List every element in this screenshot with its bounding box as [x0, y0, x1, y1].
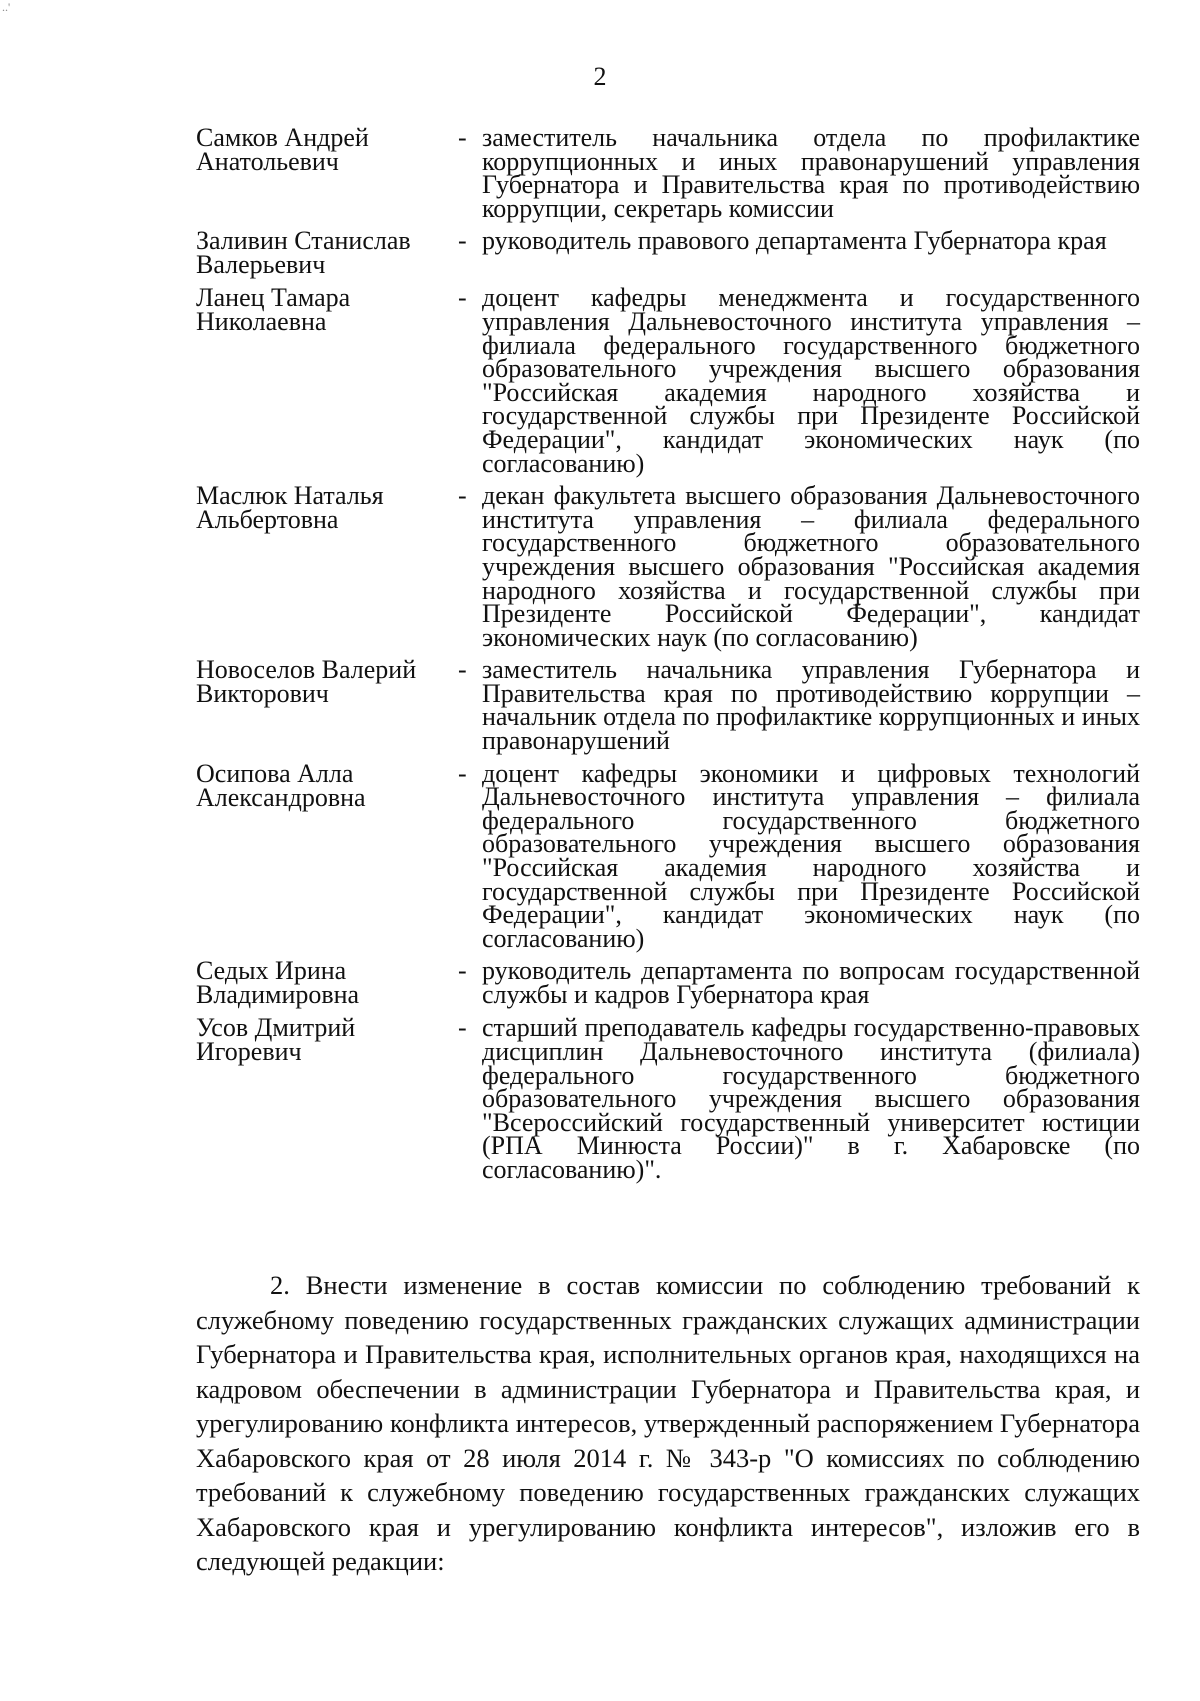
member-role: заместитель начальника управления Губернатора и Правительства края по противодействию коррупции – начальник отдела по профилактике коррупционных и иных правонарушений	[482, 655, 1140, 756]
member-name-line1: Седых Ирина	[196, 956, 347, 986]
member-name	[196, 481, 458, 535]
member-role: декан факультета высшего образования Дальневосточного института управления – филиала федерального государственного бюджетного образовательного учреждения высшего образования "Российская академия народного хозяйства и государственной службы при Президенте Российской Федерации", кандидат экономических наук (по согласованию)	[482, 481, 1140, 652]
dash-separator: -	[458, 283, 467, 313]
member-entry	[196, 1013, 1140, 1184]
member-name-line1: Осипова Алла	[196, 758, 354, 788]
member-name-line1: Маслюк Наталья	[196, 481, 384, 511]
member-role: руководитель правового департамента Губернатора края	[482, 226, 1107, 256]
member-name	[196, 758, 458, 812]
dash-separator: -	[458, 956, 467, 986]
member-name-line1: Новоселов Валерий	[196, 655, 417, 685]
member-name-line1: Заливин Станислав	[196, 226, 411, 256]
member-name	[196, 123, 458, 176]
member-name	[196, 283, 458, 337]
member-entry	[196, 655, 1140, 756]
member-entry	[196, 123, 1140, 223]
member-name-line2: Анатольевич	[196, 147, 339, 176]
dash-separator: -	[458, 1013, 467, 1043]
member-entry	[196, 481, 1140, 652]
member-entry	[196, 758, 1140, 953]
member-role: старший преподаватель кафедры государственно-правовых дисциплин Дальневосточного института (филиала) федерального государственного бюджетного образовательного учреждения высшего образования "Всероссийский государственный университет юстиции (РПА Минюста России)" в г. Хабаровске (по согласованию)".	[482, 1013, 1140, 1184]
member-name-line2: Николаевна	[196, 307, 327, 337]
member-name-line2: Александровна	[196, 782, 366, 812]
member-role: заместитель начальника отдела по профилактике коррупционных и иных правонарушений управления Губернатора и Правительства края по противодействию коррупции, секретарь комиссии	[482, 123, 1140, 223]
member-name-line1: Усов Дмитрий	[196, 1013, 356, 1043]
dash-separator: -	[458, 758, 467, 788]
member-name-line2: Валерьевич	[196, 250, 326, 280]
member-role: доцент кафедры экономики и цифровых технологий Дальневосточного института управления – филиала федерального государственного бюджетного образовательного учреждения высшего образования "Российская академия народного хозяйства и государственной службы при Президенте Российской Федерации", кандидат экономических наук (по согласованию)	[482, 758, 1140, 953]
paragraph-2: 2. Внести изменение в состав комиссии по соблюдению требований к служебному поведению государственных гражданских служащих администрации Губернатора и Правительства края, исполнительных органов края, находящихся на кадровом обеспечении в администрации Губернатора и Правительства края, и урегулированию конфликта интересов, утвержденный распоряжением Губернатора Хабаровского края от 28 июля 2014 г. № 343-р "О комиссиях по соблюдению требований к служебному поведению государственных гражданских служащих Хабаровского края и урегулированию конфликта интересов", изложив его в следующей редакции:	[196, 1270, 1140, 1576]
member-name	[196, 956, 458, 1010]
member-name	[196, 226, 458, 280]
member-name	[196, 1013, 458, 1067]
member-name-line2: Владимировна	[196, 980, 360, 1010]
commission-members-list	[196, 123, 1140, 1191]
dash-separator: -	[458, 655, 467, 685]
member-entry	[196, 283, 1140, 478]
member-role: руководитель департамента по вопросам государственной службы и кадров Губернатора края	[482, 956, 1140, 1009]
member-name-line2: Игоревич	[196, 1037, 302, 1067]
member-role: доцент кафедры менеджмента и государственного управления Дальневосточного института управления – филиала федерального государственного бюджетного образовательного учреждения высшего образования "Российская академия народного хозяйства и государственной службы при Президенте Российской Федерации", кандидат экономических наук (по согласованию)	[482, 283, 1140, 478]
member-entry	[196, 956, 1140, 1010]
dash-separator: -	[458, 481, 467, 511]
member-name	[196, 655, 458, 709]
scan-corner-mark: ..'	[2, 0, 11, 14]
member-name-line2: Викторович	[196, 679, 329, 709]
page-number: 2	[593, 62, 607, 91]
dash-separator: -	[458, 226, 467, 256]
dash-separator: -	[458, 123, 467, 152]
member-name-line1: Самков Андрей	[196, 123, 369, 152]
member-entry	[196, 226, 1140, 280]
member-name-line2: Альбертовна	[196, 505, 339, 535]
member-name-line1: Ланец Тамара	[196, 283, 351, 313]
